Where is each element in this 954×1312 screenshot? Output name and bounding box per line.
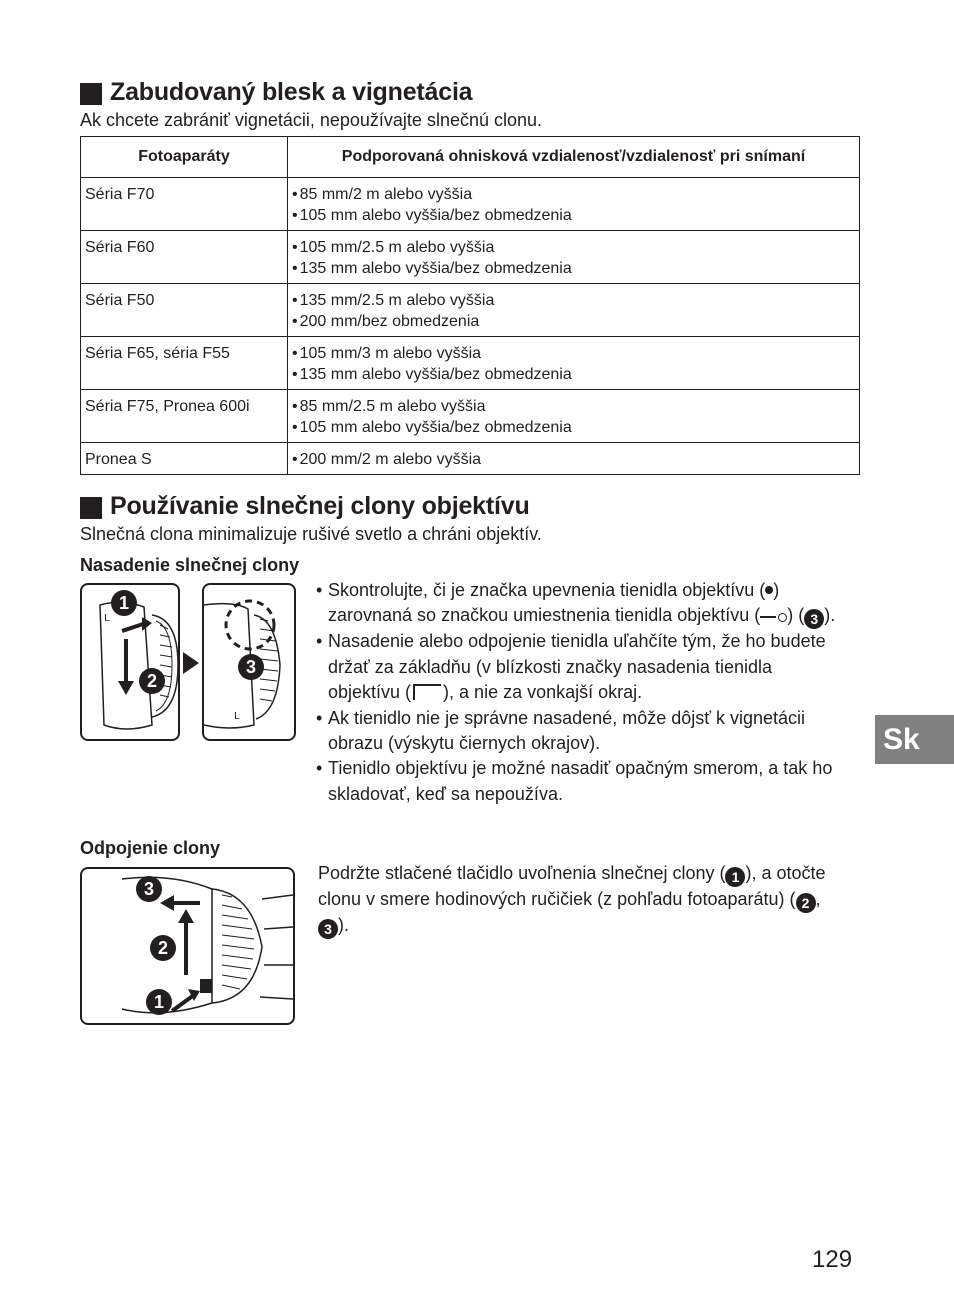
table-row <box>81 231 860 284</box>
spec-item: • 105 mm/3 m alebo vyššia <box>292 343 855 364</box>
spec-cell <box>288 178 860 231</box>
detach-subheading: Odpojenie clony <box>80 838 221 858</box>
table-header-row <box>81 137 860 178</box>
list-item <box>316 629 846 705</box>
detach-illustration <box>80 867 295 1025</box>
section-title: Zabudovaný blesk a vignetácia <box>110 78 473 106</box>
step-number: 3 <box>238 654 264 680</box>
svg-text:L: L <box>234 711 240 722</box>
step-2-marker <box>139 668 165 694</box>
spec-item: • 105 mm alebo vyššia/bez obmedzenia <box>292 205 855 226</box>
step-1-marker <box>146 989 172 1015</box>
instruction-text: Tienidlo objektívu je možné nasadiť opačným smerom, a tak ho skladovať, keď sa nepoužíva. <box>328 758 833 804</box>
instruction-text: , <box>815 889 821 909</box>
spec-item: • 200 mm/2 m alebo vyššia <box>292 449 855 470</box>
instruction-text: Podržte stlačené tlačidlo uvoľnenia slnečnej clony ( <box>318 863 726 883</box>
camera-cell: Séria F75, Pronea 600i <box>81 390 288 443</box>
spec-item: • 135 mm/2.5 m alebo vyššia <box>292 290 855 311</box>
page-number: 129 <box>812 1246 853 1273</box>
spec-cell <box>288 284 860 337</box>
spec-cell <box>288 337 860 390</box>
step-number: 1 <box>146 989 172 1015</box>
step-1-marker <box>111 590 137 616</box>
spec-item: • 105 mm alebo vyššia/bez obmedzenia <box>292 417 855 438</box>
section-intro: Slnečná clona minimalizuje rušivé svetlo a chráni objektív. <box>80 524 542 544</box>
step-number: 1 <box>725 867 745 887</box>
step-number: 2 <box>150 935 176 961</box>
step-number: 2 <box>796 893 816 913</box>
instruction-text: ) ( <box>787 605 805 626</box>
spec-item: • 135 mm alebo vyššia/bez obmedzenia <box>292 258 855 279</box>
instruction-text: ). <box>824 605 836 626</box>
instruction-text: Ak tienidlo nie je správne nasadené, môže dôjsť k vignetácii obrazu (výskytu čiernych okrajov). <box>328 707 806 754</box>
section-title: Používanie slnečnej clony objektívu <box>110 492 530 520</box>
compatibility-table <box>80 136 860 475</box>
table-row <box>81 284 860 337</box>
square-bullet-icon <box>80 83 102 105</box>
spec-item: • 85 mm/2 m alebo vyššia <box>292 184 855 205</box>
step-number: 3 <box>136 876 162 902</box>
attach-subheading: Nasadenie slnečnej clony <box>80 555 300 575</box>
section-heading-hood <box>80 492 530 521</box>
camera-cell: Séria F60 <box>81 231 288 284</box>
step-number: 3 <box>804 609 824 629</box>
step-3-marker <box>136 876 162 902</box>
table-row <box>81 390 860 443</box>
attach-instructions <box>316 578 846 807</box>
column-header: Podporovaná ohnisková vzdialenosť/vzdialenosť pri snímaní <box>288 137 860 178</box>
svg-text:L: L <box>104 613 110 624</box>
instruction-text: ). <box>338 915 349 935</box>
step-2-marker <box>150 935 176 961</box>
section-heading-flash <box>80 78 472 107</box>
instruction-text: ), a otočte clonu v smere hodinových ručičiek (z pohľadu fotoaparátu) ( <box>318 863 826 909</box>
spec-cell <box>288 231 860 284</box>
hood-alignment-mark-icon <box>760 613 787 622</box>
step-number: 3 <box>318 919 338 939</box>
spec-cell <box>288 390 860 443</box>
lens-hood-drawing <box>82 869 293 1023</box>
column-header: Fotoaparáty <box>81 137 288 178</box>
instruction-text: Skontrolujte, či je značka upevnenia tienidla objektívu ( <box>328 580 766 600</box>
spec-item: • 135 mm alebo vyššia/bez obmedzenia <box>292 364 855 385</box>
instruction-text: ), a nie za vonkajší okraj. <box>443 682 643 703</box>
spec-item: • 85 mm/2.5 m alebo vyššia <box>292 396 855 417</box>
detach-instructions <box>318 861 838 939</box>
step-number: 1 <box>111 590 137 616</box>
camera-cell: Séria F70 <box>81 178 288 231</box>
spec-item: • 105 mm/2.5 m alebo vyššia <box>292 237 855 258</box>
square-bullet-icon <box>80 497 102 519</box>
spec-item: • 200 mm/bez obmedzenia <box>292 311 855 332</box>
spec-cell <box>288 443 860 475</box>
instruction-text: Nasadenie alebo odpojenie tienidla uľahčíte tým, že ho budete držať za základňu (v blízkosti značky nasadenia tienidla objektívu ( <box>328 631 826 703</box>
camera-cell: Pronea S <box>81 443 288 475</box>
next-step-arrow-icon <box>183 652 199 674</box>
camera-cell: Séria F50 <box>81 284 288 337</box>
hood-base-mark-icon <box>413 684 441 700</box>
step-number: 2 <box>139 668 165 694</box>
list-item <box>316 756 846 807</box>
instruction-text: ) zarovnaná so značkou umiestnenia tienidla objektívu ( <box>328 580 780 626</box>
step-3-marker <box>238 654 264 680</box>
camera-cell: Séria F65, séria F55 <box>81 337 288 390</box>
language-tab: Sk <box>875 715 954 764</box>
list-item <box>316 578 846 629</box>
table-row <box>81 443 860 475</box>
list-item <box>316 706 846 757</box>
table-row <box>81 337 860 390</box>
section-intro: Ak chcete zabrániť vignetácii, nepoužívajte slnečnú clonu. <box>80 110 543 130</box>
table-row <box>81 178 860 231</box>
